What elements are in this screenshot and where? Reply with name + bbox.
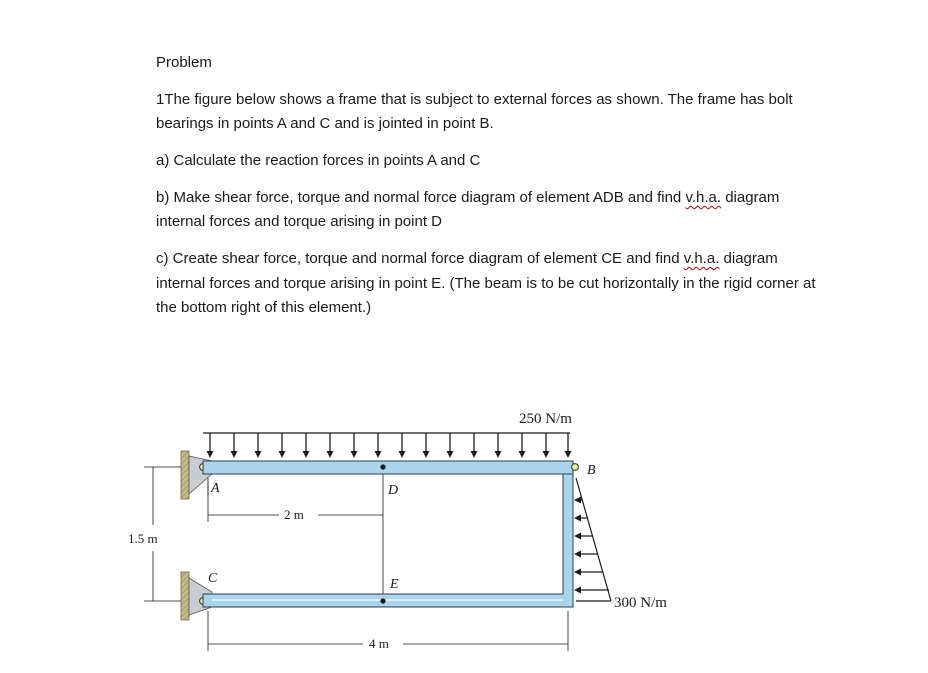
beam-adb <box>203 461 573 474</box>
label-e: E <box>390 577 399 592</box>
part-c-line-1-pre: c) Create shear force, torque and normal force diagram of element CE and find <box>156 250 684 267</box>
intro-line-1: 1The figure below shows a frame that is subject to external forces as shown. The frame has bolt <box>156 91 793 108</box>
part-a: a) Calculate the reaction forces in points A and C <box>156 152 481 169</box>
joint-b-pin <box>572 464 579 471</box>
distributed-load-side <box>576 478 611 601</box>
part-b-line-1-post: diagram <box>721 189 780 206</box>
part-c-line-2: internal forces and torque arising in point E. (The beam is to be cut horizontally in the rigid corner at <box>156 275 816 292</box>
part-c-line-3: the bottom right of this element.) <box>156 299 372 316</box>
label-c: C <box>208 571 218 586</box>
label-250-n-per-m: 250 N/m <box>519 411 572 427</box>
part-c-line-1-post: diagram <box>719 250 778 267</box>
point-e-dot <box>380 598 385 603</box>
label-4m: 4 m <box>369 636 389 651</box>
label-2m: 2 m <box>284 507 304 522</box>
point-d-dot <box>380 464 385 469</box>
problem-heading: Problem <box>156 54 212 71</box>
part-c-squiggle-word: v.h.a. <box>683 250 720 267</box>
label-a: A <box>211 481 220 496</box>
intro-line-2: bearings in points A and C and is jointed in point B. <box>156 115 494 132</box>
label-b: B <box>587 463 596 478</box>
label-300-n-per-m: 300 N/m <box>614 595 667 611</box>
part-b-line-1-pre: b) Make shear force, torque and normal force diagram of element ADB and find <box>156 189 686 206</box>
distributed-load-top <box>203 433 570 456</box>
part-b-line-2: internal forces and torque arising in point D <box>156 213 442 230</box>
label-1-5m: 1.5 m <box>128 531 158 546</box>
support-a-wall <box>181 451 212 499</box>
label-d: D <box>388 483 399 498</box>
part-b-squiggle-word: v.h.a. <box>685 189 722 206</box>
